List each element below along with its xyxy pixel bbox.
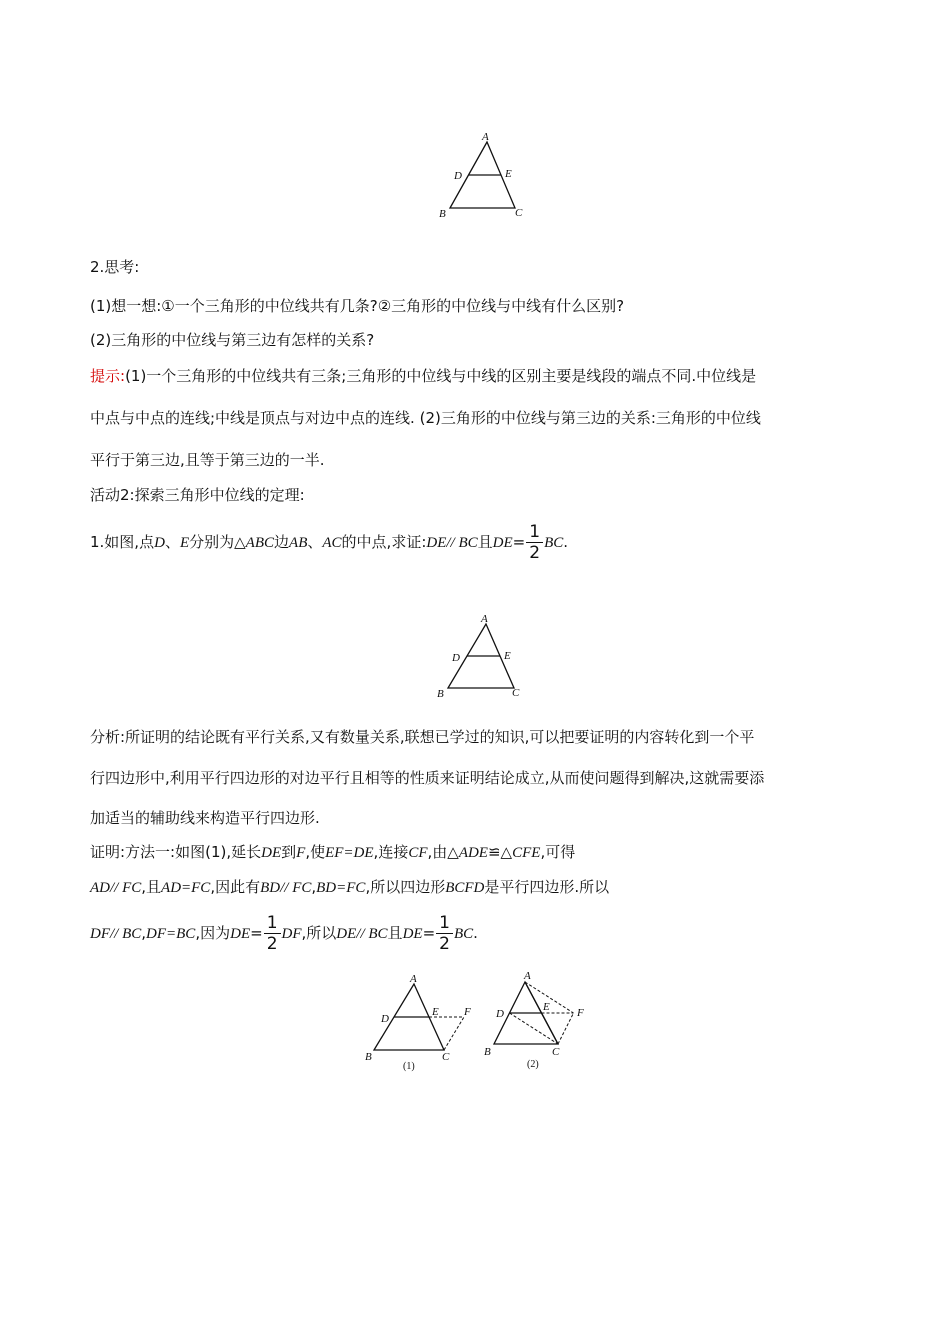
text: 、 [164,533,180,551]
text: . [473,924,478,942]
equals-sign: = [512,533,526,551]
text: 边 [274,533,290,551]
var-f: F [296,845,306,861]
var-ef-de: EF=DE [325,845,374,861]
label-a: A [524,970,531,982]
var-de-par-bc: DE// BC [336,926,388,942]
segment-cf [444,1017,464,1050]
analysis-line-3: 加适当的辅助线来构造平行四边形. [90,809,320,827]
fraction-one-half [436,913,453,954]
text: ≌△ [487,843,513,861]
activity2-heading: 活动2:探索三角形中位线的定理: [90,486,305,504]
proof-line-3 [90,911,478,956]
think-heading: 2.思考: [90,258,140,276]
label-e: E [505,168,512,180]
var-ad-par-fc: AD// FC [90,880,142,896]
denominator: 2 [266,934,278,954]
label-e: E [504,650,511,662]
label-d: D [454,170,462,182]
hint-line-2: 中点与中点的连线;中线是顶点与对边中点的连线. (2)三角形的中位线与第三边的关系:三角形的中位线 [90,409,761,427]
proof-line-2 [90,877,609,898]
var-d: D [154,535,165,551]
var-de: DE [230,926,251,942]
var-de: DE [492,535,513,551]
var-ad-eq-fc: AD=FC [161,880,211,896]
text: ,所以四边形 [365,878,446,896]
var-bd-eq-fc: BD=FC [316,880,366,896]
text: 证明:方法一:如图(1),延长 [90,843,262,861]
label-d: D [496,1008,504,1020]
label-d: D [452,652,460,664]
hint-line-3: 平行于第三边,且等于第三边的一半. [90,451,325,469]
text: ,由△ [427,843,459,861]
var-bc: BC [458,535,478,551]
parallel-sign: // [446,535,459,551]
analysis-line-1: 分析:所证明的结论既有平行关系,又有数量关系,联想已学过的知识,可以把要证明的内容转化到一个平 [90,728,755,746]
denominator: 2 [529,543,541,563]
triangle-figure-middle [430,612,530,704]
var-ade: ADE [458,845,488,861]
var-de: DE [261,845,282,861]
text: 的中点,求证: [341,533,427,551]
numerator: 1 [436,913,453,934]
text: ,使 [305,843,326,861]
hint-label: 提示: [90,367,126,385]
text: ,连接 [373,843,409,861]
label-c: C [515,207,523,219]
var-e: E [179,535,190,551]
var-cf: CF [408,845,428,861]
var-de: DE [402,926,423,942]
fraction-one-half [526,522,543,563]
caption-1: (1) [403,1061,415,1072]
label-b: B [437,688,444,700]
label-b: B [365,1051,372,1063]
var-cfe: CFE [512,845,541,861]
label-a: A [481,613,488,625]
label-f: F [464,1006,471,1018]
text: 是平行四边形.所以 [484,878,610,896]
text: 且 [477,533,493,551]
label-c: C [552,1046,560,1058]
text: ,可得 [540,843,576,861]
proof-figure-1 [362,970,477,1075]
text: , [141,924,147,942]
equals-sign: = [422,924,436,942]
hint-line-1 [90,366,756,386]
var-bd-par-fc: BD// FC [260,880,312,896]
segment-cf [558,1013,574,1044]
caption-2: (2) [527,1059,539,1070]
label-e: E [543,1001,550,1013]
label-a: A [410,973,417,985]
label-e: E [432,1006,439,1018]
activity2-problem [90,520,568,565]
numerator: 1 [526,522,543,543]
proof-line-1 [90,842,575,863]
analysis-line-2: 行四边形中,利用平行四边形的对边平行且相等的性质来证明结论成立,从而使问题得到解决,这就需要添 [90,769,765,787]
var-de: DE [426,535,447,551]
think-question-2: (2)三角形的中位线与第三边有怎样的关系? [90,331,375,349]
text: ,所以 [301,924,337,942]
label-a: A [482,131,489,143]
equals-sign: = [250,924,263,942]
var-bcfd: BCFD [445,880,485,896]
label-c: C [442,1051,450,1063]
var-bc: BC [544,535,564,551]
text: 且 [387,924,403,942]
fraction-one-half [264,913,281,954]
hint-text-1: (1)一个三角形的中位线共有三条;三角形的中位线与中线的区别主要是线段的端点不同.中位线是 [125,367,757,385]
var-abc: ABC [245,535,275,551]
text: ,且 [141,878,162,896]
label-b: B [439,208,446,220]
var-bc: BC [453,926,474,942]
var-ac: AC [322,535,342,551]
triangle-figure-top [430,130,530,222]
numerator: 1 [264,913,281,934]
think-question-1: (1)想一想:①一个三角形的中位线共有几条?②三角形的中位线与中线有什么区别? [90,297,625,315]
label-f: F [577,1007,584,1019]
var-df: DF [281,926,302,942]
label-d: D [381,1013,389,1025]
text: 到 [281,843,297,861]
text: ,因此有 [210,878,261,896]
text: . [563,533,569,551]
proof-figure-2 [480,966,595,1074]
var-df-par-bc: DF// BC [90,926,142,942]
label-b: B [484,1046,491,1058]
var-df-eq-bc: DF=BC [146,926,196,942]
text: 分别为△ [189,533,246,551]
text: 1.如图,点 [90,533,155,551]
var-ab: AB [289,535,308,551]
segment-dc [510,1013,559,1044]
text: 、 [307,533,323,551]
text: ,因为 [195,924,231,942]
label-c: C [512,687,520,699]
text: , [311,878,317,896]
denominator: 2 [439,934,450,954]
